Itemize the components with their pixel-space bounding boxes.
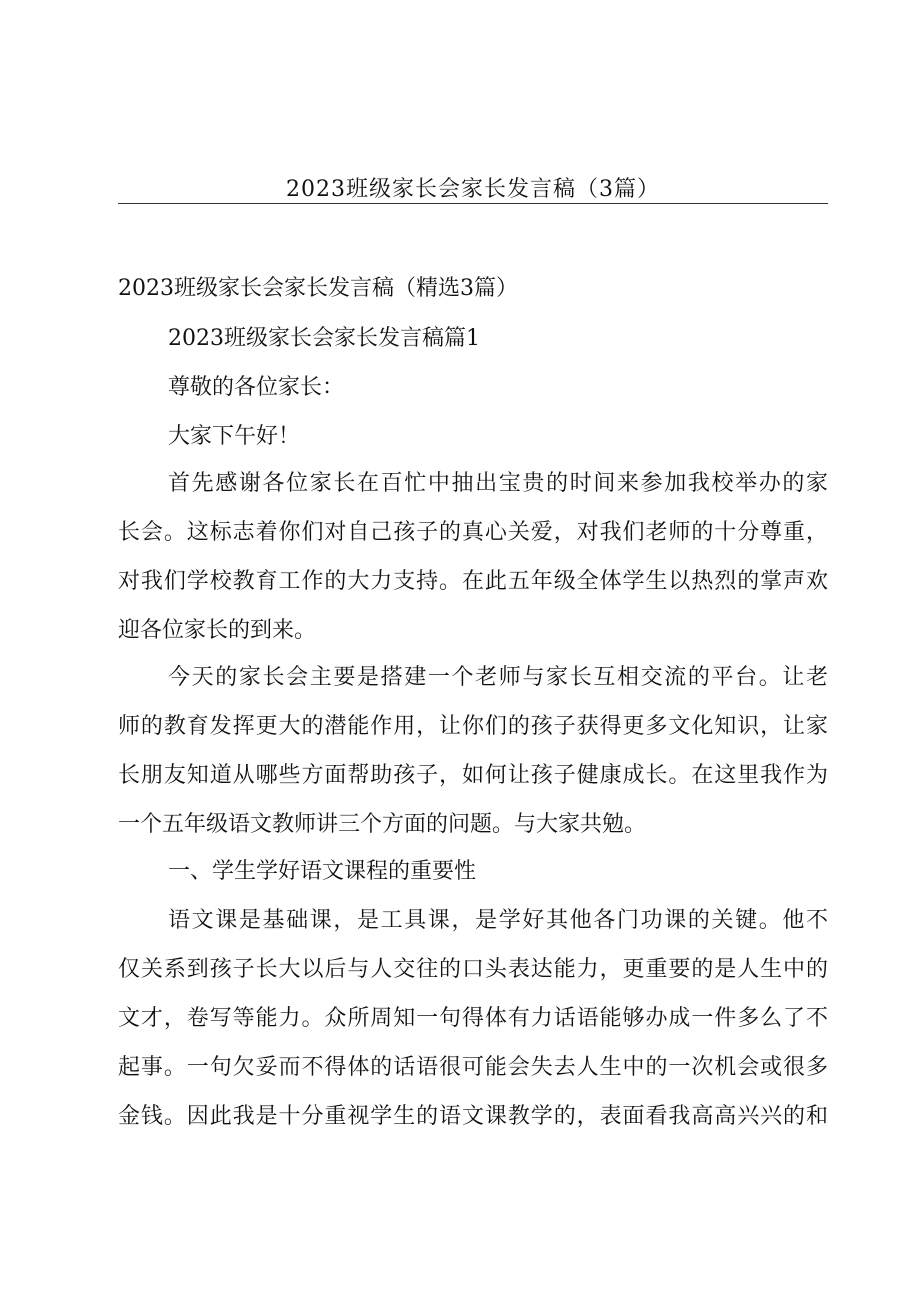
paragraph-line: 金钱。因此我是十分重视学生的语文课教学的，表面看我高高兴兴的和 [118, 1104, 828, 1129]
document-title: 2023班级家长会家长发言稿（3篇） [286, 177, 660, 202]
subtitle-line: 2023班级家长会家长发言稿（精选3篇） [118, 276, 518, 301]
paragraph-line: 长朋友知道从哪些方面帮助孩子，如何让孩子健康成长。在这里我作为 [118, 763, 828, 788]
paragraph-line: 一个五年级语文教师讲三个方面的问题。与大家共勉。 [118, 812, 647, 837]
paragraph-line: 师的教育发挥更大的潜能作用，让你们的孩子获得更多文化知识，让家 [118, 714, 828, 739]
paragraph-line: 首先感谢各位家长在百忙中抽出宝贵的时间来参加我校举办的家 [168, 471, 828, 496]
paragraph-line: 长会。这标志着你们对自己孩子的真心关爱，对我们老师的十分尊重， [118, 520, 828, 545]
paragraph-line: 对我们学校教育工作的大力支持。在此五年级全体学生以热烈的掌声欢 [118, 569, 828, 594]
paragraph-line: 起事。一句欠妥而不得体的话语很可能会失去人生中的一次机会或很多 [118, 1055, 828, 1080]
paragraph-line: 语文课是基础课，是工具课，是学好其他各门功课的关键。他不 [168, 908, 828, 933]
paragraph-line: 今天的家长会主要是搭建一个老师与家长互相交流的平台。让老 [168, 665, 828, 690]
paragraph-line: 仅关系到孩子长大以后与人交往的口头表达能力，更重要的是人生中的 [118, 957, 828, 982]
paragraph-line: 迎各位家长的到来。 [118, 618, 317, 643]
salutation: 尊敬的各位家长： [168, 375, 345, 400]
title-underline [118, 203, 828, 204]
section-heading: 2023班级家长会家长发言稿篇1 [168, 326, 480, 351]
subheading: 一、学生学好语文课程的重要性 [168, 859, 477, 884]
greeting: 大家下午好！ [168, 424, 301, 449]
paragraph-line: 文才，卷写等能力。众所周知一句得体有力话语能够办成一件多么了不 [118, 1006, 828, 1031]
